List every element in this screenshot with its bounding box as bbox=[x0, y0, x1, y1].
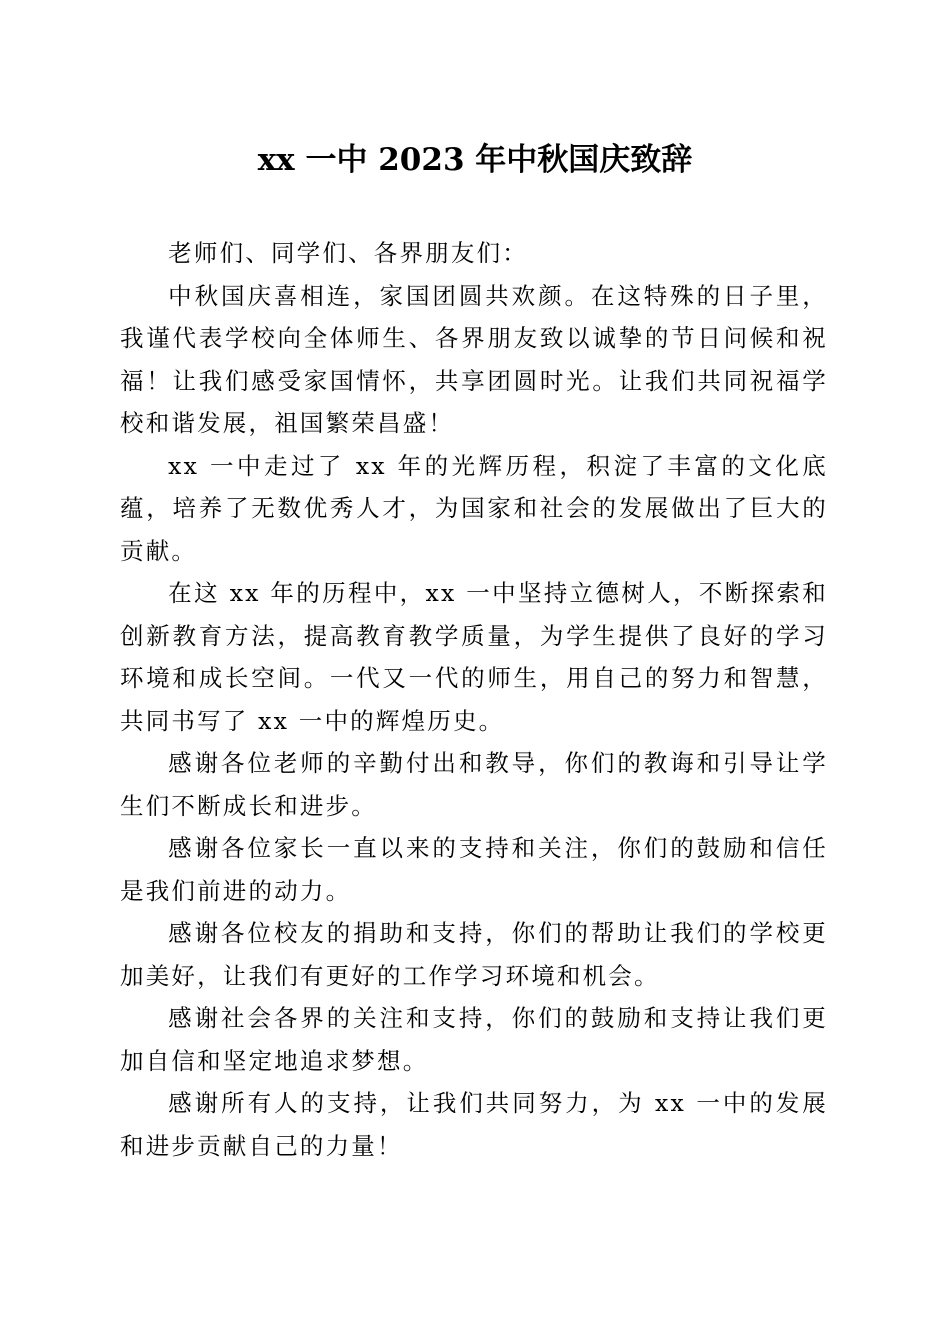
thanks-society-paragraph: 感谢社会各界的关注和支持，你们的鼓励和支持让我们更加自信和坚定地追求梦想。 bbox=[120, 1004, 828, 1075]
salutation-paragraph: 老师们、同学们、各界朋友们： bbox=[168, 239, 528, 267]
history-paragraph: xx 一中走过了 xx 年的光辉历程，积淀了丰富的文化底蕴，培养了无数优秀人才，为国家和社会的发展做出了巨大的贡献。 bbox=[120, 451, 828, 565]
thanks-teachers-paragraph: 感谢各位老师的辛勤付出和教导，你们的教诲和引导让学生们不断成长和进步。 bbox=[120, 749, 828, 820]
thanks-parents-paragraph: 感谢各位家长一直以来的支持和关注，你们的鼓励和信任是我们前进的动力。 bbox=[120, 834, 828, 905]
achievement-paragraph: 在这 xx 年的历程中，xx 一中坚持立德树人，不断探索和创新教育方法，提高教育教学质量，为学生提供了良好的学习环境和成长空间。一代又一代的师生，用自己的努力和智慧，共同书写了 xx 一中的辉煌历史。 bbox=[120, 579, 828, 735]
document-body bbox=[120, 232, 828, 1167]
document-title: xx 一中 2023 年中秋国庆致辞 bbox=[257, 142, 693, 178]
closing-paragraph: 感谢所有人的支持，让我们共同努力，为 xx 一中的发展和进步贡献自己的力量！ bbox=[120, 1089, 828, 1160]
greeting-paragraph: 中秋国庆喜相连，家国团圆共欢颜。在这特殊的日子里，我谨代表学校向全体师生、各界朋友致以诚挚的节日问候和祝福！让我们感受家国情怀，共享团圆时光。让我们共同祝福学校和谐发展，祖国繁荣昌盛！ bbox=[120, 281, 828, 437]
thanks-alumni-paragraph: 感谢各位校友的捐助和支持，你们的帮助让我们的学校更加美好，让我们有更好的工作学习环境和机会。 bbox=[120, 919, 828, 990]
